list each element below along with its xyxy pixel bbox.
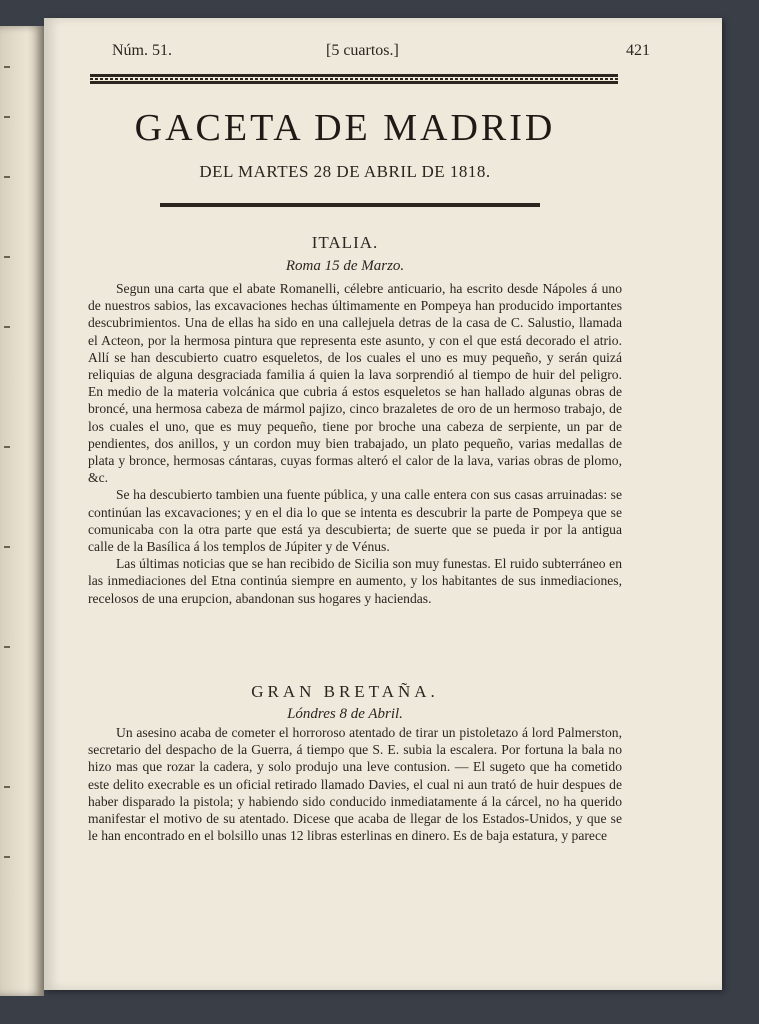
issue-date: DEL MARTES 28 DE ABRIL DE 1818. [199, 162, 491, 181]
issue-price: [5 cuartos.] [326, 42, 399, 59]
bleed-mark [4, 646, 10, 648]
newspaper-page [44, 18, 722, 990]
issue-number: Núm. 51. [112, 42, 172, 59]
facing-page-edge [0, 26, 44, 996]
bleed-mark [4, 66, 10, 68]
bleed-mark [4, 326, 10, 328]
paragraph: Las últimas noticias que se han recibido de Sicilia son muy funestas. El ruido subterráneo en las inmediaciones del Etna continúa siempre en aumento, y los habitantes de sus inmediaciones, recelosos de una erupcion, abandonan sus hogares y haciendas. [88, 556, 622, 606]
section-title-gran-bretana: GRAN BRETAÑA. [251, 682, 439, 701]
section-body-italia [88, 280, 622, 607]
bleed-mark [4, 176, 10, 178]
masthead-rule [160, 203, 540, 207]
paragraph: Un asesino acaba de cometer el horroroso atentado de tirar un pistoletazo á lord Palmerston, secretario del despacho de la Guerra, á tiempo que S. E. subia la escalera. Por fortuna la bala no hizo mas que rozar la cadera, y solo produjo una leve contusion. — El sugeto que ha cometido este delito execrable es un oficial retirado llamado Davies, el cual ni aun trató de huir despues de haber disparado la pistola; y habiendo sido conducido inmediatamente á la cárcel, no ha querido manifestar el motivo de su atentado. Dicese que acaba de llegar de los Estados-Unidos, y que se le han encontrado en el bolsillo unas 12 libras esterlinas en dinero. Es de baja estatura, y parece [88, 725, 622, 844]
section-dateline-roma: Roma 15 de Marzo. [285, 258, 405, 274]
bleed-mark [4, 256, 10, 258]
page-header [112, 42, 650, 68]
masthead-title: GACETA DE MADRID [134, 107, 556, 149]
bleed-mark [4, 786, 10, 788]
header-rule [90, 74, 618, 84]
section-body-gran-bretana [88, 724, 622, 844]
section-dateline-londres: Lóndres 8 de Abril. [287, 706, 403, 722]
bleed-mark [4, 546, 10, 548]
bleed-mark [4, 856, 10, 858]
page-number: 421 [626, 42, 650, 59]
bleed-mark [4, 446, 10, 448]
paragraph: Segun una carta que el abate Romanelli, célebre anticuario, ha escrito desde Nápoles á uno de nuestros sabios, las excavaciones hechas últimamente en Pompeya han producido importantes descubrimientos. Una de ellas ha sido en una callejuela detras de la casa de C. Salustio, llamada el Acteon, por la hermosa pintura que representa este asunto, y con el que está decorado el atrio. Allí se han descubierto cuatro esqueletos, de los cuales el uno es muy pequeño, y serán quizá reliquias de alguna desgraciada familia á quien la lava sorprendió al tiempo de huir del peligro. En medio de la materia volcánica que cubria á estos esqueletos se han hallado algunas obras de broncé, una hermosa cabeza de mármol pajizo, cinco brazaletes de oro de un hermoso trabajo, de los cuales el uno, que es muy pequeño, tiene por broche una cabeza de serpiente, un par de pendientes, dos anillos, y un cordon muy bien trabajado, un plato pequeño, varias medallas de plata y bronce, hermosas cántaras, cuyas formas alteró el calor de la lava, varias obras de plomo, &c. [88, 281, 622, 486]
section-title-italia: ITALIA. [311, 233, 379, 252]
paragraph: Se ha descubierto tambien una fuente pública, y una calle entera con sus casas arruinadas: se continúan las excavaciones; y en el dia lo que se intenta es descubrir la parte de Pompeya que se comunicaba con la otra parte que está ya descubierta; de suerte que se pueda ir por la antigua calle de la Basílica á los templos de Júpiter y de Vénus. [88, 487, 622, 555]
bleed-mark [4, 116, 10, 118]
